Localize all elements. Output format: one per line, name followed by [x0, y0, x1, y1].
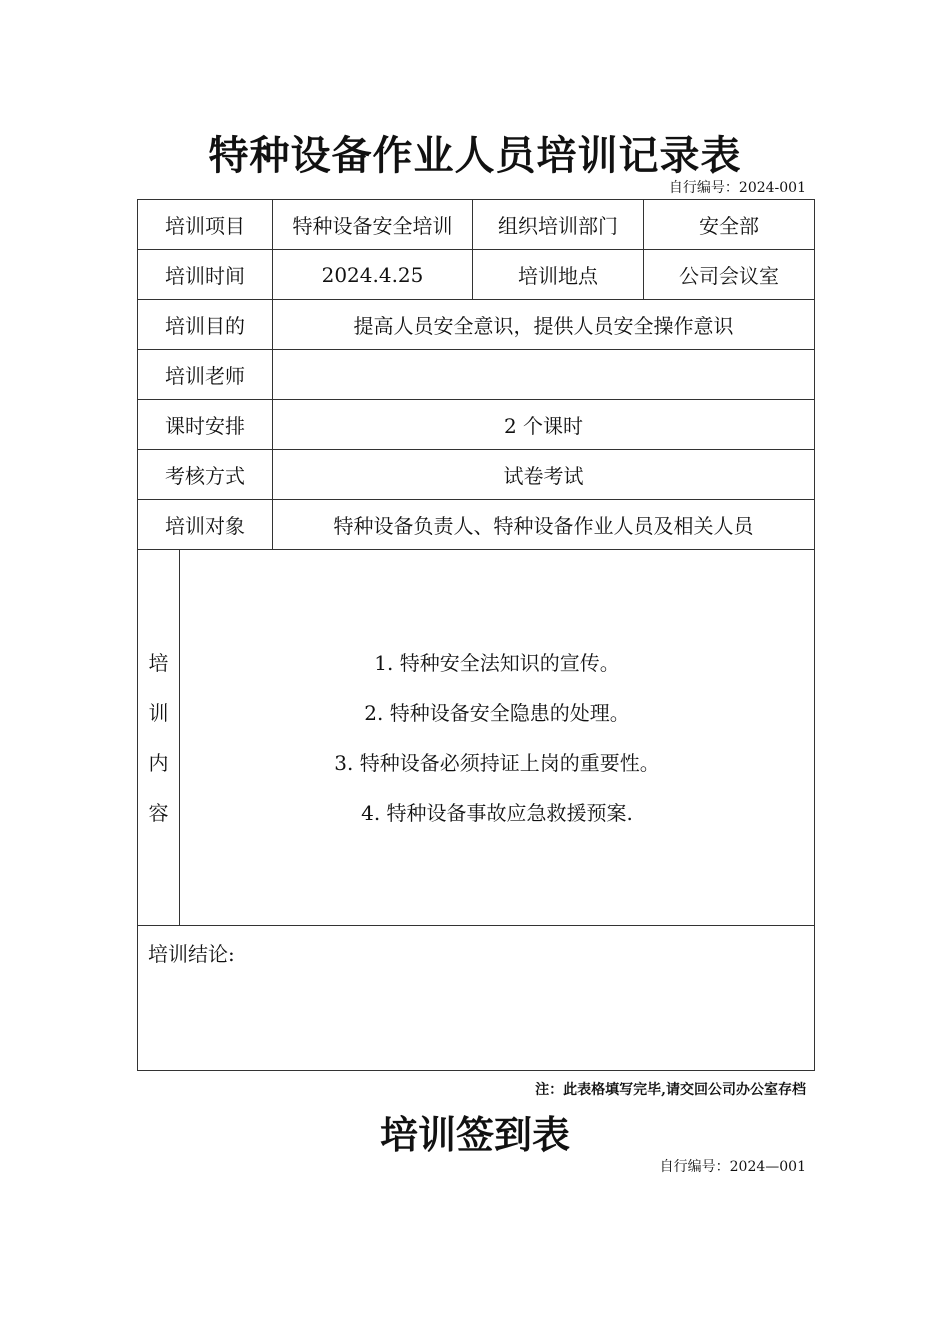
table-row	[138, 350, 815, 400]
table-row	[138, 550, 815, 926]
training-time-value: 2024.4.25	[273, 250, 473, 300]
training-teacher-value	[273, 350, 815, 400]
training-audience-label: 培训对象	[138, 500, 273, 550]
list-item: 1. 特种安全法知识的宣传。	[374, 650, 620, 675]
document-title: 特种设备作业人员培训记录表	[208, 132, 742, 179]
training-location-label: 培训地点	[473, 250, 644, 300]
training-audience-value: 特种设备负责人、特种设备作业人员及相关人员	[273, 500, 815, 550]
list-item: 4. 特种设备事故应急救援预案.	[361, 800, 633, 825]
list-item: 3. 特种设备必须持证上岗的重要性。	[334, 750, 660, 775]
training-teacher-label: 培训老师	[138, 350, 273, 400]
training-location-value: 公司会议室	[644, 250, 815, 300]
signin-title: 培训签到表	[379, 1112, 570, 1157]
content-label-char: 训	[148, 700, 169, 725]
training-purpose-value: 提高人员安全意识，提供人员安全操作意识	[273, 300, 815, 350]
training-conclusion	[138, 926, 815, 1071]
class-hours-label: 课时安排	[138, 400, 273, 450]
training-conclusion-label: 培训结论:	[148, 942, 235, 966]
training-project-label: 培训项目	[138, 200, 273, 250]
training-content-list	[180, 550, 815, 926]
organizing-dept-label: 组织培训部门	[473, 200, 644, 250]
content-label-char: 培	[148, 650, 169, 675]
training-project-value: 特种设备安全培训	[273, 200, 473, 250]
table-row	[138, 450, 815, 500]
table-row	[138, 300, 815, 350]
list-item: 2. 特种设备安全隐患的处理。	[364, 700, 630, 725]
table-row	[138, 250, 815, 300]
signin-serial-number: 自行编号：2024—001	[659, 1159, 806, 1175]
content-label-char: 容	[148, 800, 169, 825]
footer-note: 注：此表格填写完毕,请交回公司办公室存档	[535, 1082, 806, 1098]
assessment-method-label: 考核方式	[138, 450, 273, 500]
training-content-label	[138, 550, 180, 926]
training-time-label: 培训时间	[138, 250, 273, 300]
table-row	[138, 926, 815, 1071]
training-purpose-label: 培训目的	[138, 300, 273, 350]
table-row	[138, 500, 815, 550]
table-row	[138, 200, 815, 250]
content-label-char: 内	[148, 750, 169, 775]
serial-number: 自行编号：2024-001	[668, 180, 806, 196]
organizing-dept-value: 安全部	[644, 200, 815, 250]
assessment-method-value: 试卷考试	[273, 450, 815, 500]
training-record-table	[137, 199, 815, 1071]
class-hours-value: 2 个课时	[273, 400, 815, 450]
table-row	[138, 400, 815, 450]
